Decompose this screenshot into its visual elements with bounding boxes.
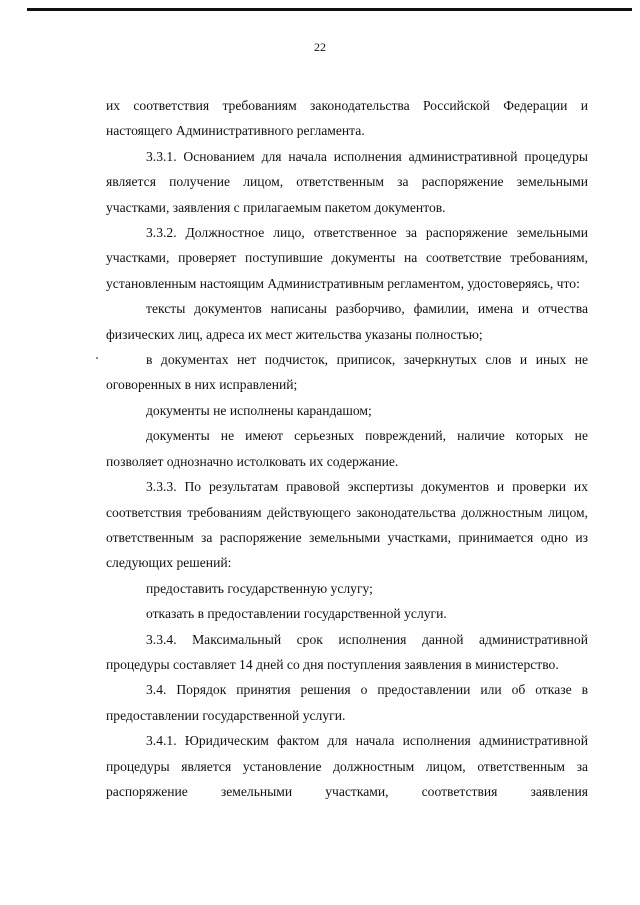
decision-option-grant: предоставить государственную услугу; <box>146 580 373 596</box>
check-item-legible: тексты документов написаны разборчиво, фамилии, имена и отчества физических лиц, адреса их мест жительства указаны полностью; <box>106 301 588 342</box>
check-item-no-erasures: в документах нет подчисток, приписок, зачеркнутых слов и иных не оговоренных в них исправлений; <box>106 352 588 393</box>
paragraph-3-4-1: 3.4.1. Юридическим фактом для начала исполнения административной процедуры является установление должностным лицом, ответственным за распоряжение земельными участками, соответствия заявления <box>106 733 588 799</box>
paragraph-3-3-2: 3.3.2. Должностное лицо, ответственное за распоряжение земельными участками, проверяет поступившие документы на соответствие требованиям, установленным настоящим Административным регламентом, удостоверяясь, что: <box>106 225 588 291</box>
paragraph-3-3-1: 3.3.1. Основанием для начала исполнения административной процедуры является получение лицом, ответственным за распоряжение земельными участками, заявления с прилагаемым пакетом документов. <box>106 148 588 215</box>
scan-speck <box>96 357 98 359</box>
paragraph-3-3-3: 3.3.3. По результатам правовой экспертизы документов и проверки их соответствия требованиям действующего законодательства должностным лицом, ответственным за распоряжение земельными участками, принимается одно из следующих решений: <box>106 479 588 571</box>
paragraph-3-3-4: 3.3.4. Максимальный срок исполнения данной административной процедуры составляет 14 дней со дня поступления заявления в министерство. <box>106 631 588 672</box>
check-item-no-damage: документы не имеют серьезных повреждений, наличие которых не позволяет однозначно истолковать их содержание. <box>106 428 588 469</box>
paragraph-continuation: их соответствия требованиям законодательства Российской Федерации и настоящего Административного регламента. <box>106 98 588 139</box>
check-item-no-pencil: документы не исполнены карандашом; <box>146 402 372 418</box>
paragraph-3-4: 3.4. Порядок принятия решения о предоставлении или об отказе в предоставлении государственной услуги. <box>106 682 588 723</box>
document-body <box>106 93 588 804</box>
top-rule <box>27 8 632 11</box>
page-number: 22 <box>314 40 326 54</box>
decision-option-refuse: отказать в предоставлении государственной услуги. <box>146 606 447 622</box>
